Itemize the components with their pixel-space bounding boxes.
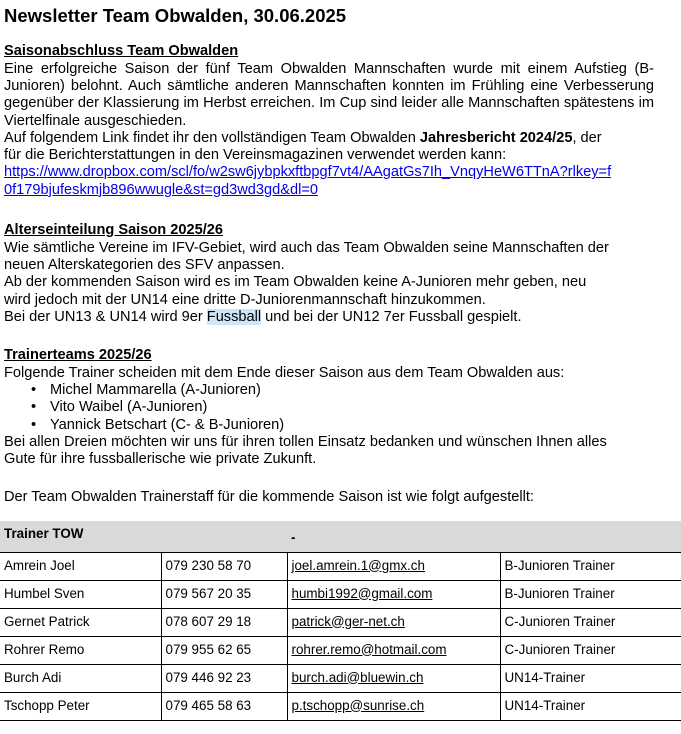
intro-text-after: , der (572, 130, 602, 146)
trainer-email[interactable]: patrick@ger-net.ch (291, 613, 405, 629)
section-heading-trainerteams: Trainerteams 2025/26 (4, 347, 152, 363)
trainer-name: Amrein Joel (0, 552, 161, 580)
trainer-email[interactable]: joel.amrein.1@gmx.ch (291, 557, 425, 573)
departing-trainers-list (4, 382, 654, 434)
trainer-role: C-Junioren Trainer (500, 608, 681, 636)
line5-before: Bei der UN13 & UN14 wird 9er (4, 308, 207, 325)
trainer-role: UN14-Trainer (500, 664, 681, 692)
alterseinteilung-line4: wird jedoch mit der UN14 eine dritte D-Juniorenmannschaft hinzukommen. (4, 291, 486, 308)
section-heading-alterseinteilung: Alterseinteilung Saison 2025/26 (4, 222, 223, 238)
line5-after: und bei der UN12 7er Fussball gespielt. (261, 308, 522, 325)
trainer-phone: 079 446 92 23 (161, 664, 287, 692)
highlighted-word[interactable]: Fussball (206, 308, 262, 325)
alterseinteilung-text (4, 240, 654, 326)
trainer-role: B-Junioren Trainer (500, 580, 681, 608)
trainer-phone: 079 230 58 70 (161, 552, 287, 580)
trainer-name: Burch Adi (0, 664, 161, 692)
trainer-phone: 079 567 20 35 (161, 580, 287, 608)
dropbox-link-line2[interactable]: 0f179bjufeskmjb896wwugle&st=gd3wd3gd&dl=0 (4, 181, 318, 198)
saisonabschluss-text: Eine erfolgreiche Saison der fünf Team Obwalden Mannschaften wurde mit einem Aufstieg (B-Junioren) belohnt. Auch sämtliche anderen Mannschaften konnten im Frühling eine Verbesserung gegenüber der Klassierung im Herbst erreichen. Im Cup sind leider alle Mannschaften spätestens im Viertelfinale ausgeschieden. (4, 61, 654, 129)
table-row (0, 664, 681, 692)
list-item: • Vito Waibel (A-Junioren) (4, 399, 654, 416)
trainer-role: B-Junioren Trainer (500, 552, 681, 580)
table-row (0, 608, 681, 636)
table-row (0, 552, 681, 580)
intro-text-before: Auf folgendem Link findet ihr den vollständigen Team Obwalden (4, 130, 420, 146)
jahresbericht-intro (4, 130, 654, 199)
trainer-table (0, 521, 681, 721)
trainerstaff-intro: Der Team Obwalden Trainerstaff für die kommende Saison ist wie folgt aufgestellt: (4, 489, 534, 505)
trainerteams-text (4, 365, 654, 468)
list-item: • Michel Mammarella (A-Junioren) (4, 382, 654, 399)
table-header-row (0, 521, 681, 552)
alterseinteilung-line5 (4, 309, 654, 326)
dropbox-link-line1[interactable]: https://www.dropbox.com/scl/fo/w2sw6jybpkxftbpgf7vt4/AAgatGs7Ih_VnqyHeW6TTnA?rlkey=f (4, 164, 612, 181)
trainer-email[interactable]: p.tschopp@sunrise.ch (291, 697, 425, 713)
jahresbericht-intro-line2: für die Berichterstattungen in den Vereinsmagazinen verwendet werden kann: (4, 147, 507, 164)
alterseinteilung-line3: Ab der kommenden Saison wird es im Team Obwalden keine A-Junioren mehr geben, neu (4, 274, 587, 291)
trainer-email[interactable]: rohrer.remo@hotmail.com (291, 641, 447, 657)
jahresbericht-bold: Jahresbericht 2024/25 (419, 130, 573, 146)
trainer-name: Rohrer Remo (0, 636, 161, 664)
trainer-name: Gernet Patrick (0, 608, 161, 636)
table-row (0, 580, 681, 608)
alterseinteilung-line1: Wie sämtliche Vereine im IFV-Gebiet, wird auch das Team Obwalden seine Mannschaften der (4, 240, 609, 256)
table-row (0, 636, 681, 664)
trainer-phone: 079 955 62 65 (161, 636, 287, 664)
trainer-email[interactable]: burch.adi@bluewin.ch (291, 669, 424, 685)
trainer-phone: 079 465 58 63 (161, 692, 287, 720)
newsletter-title: Newsletter Team Obwalden, 30.06.2025 (4, 5, 347, 26)
table-row (0, 692, 681, 720)
section-heading-saisonabschluss: Saisonabschluss Team Obwalden (4, 43, 239, 59)
trainer-name: Humbel Sven (0, 580, 161, 608)
trainer-phone: 078 607 29 18 (161, 608, 287, 636)
list-item: • Yannick Betschart (C- & B-Junioren) (4, 417, 654, 434)
thanks-line1: Bei allen Dreien möchten wir uns für ihren tollen Einsatz bedanken und wünschen Ihnen alles (4, 433, 607, 450)
table-header-title: Trainer TOW (0, 521, 287, 552)
trainer-name: Tschopp Peter (0, 692, 161, 720)
trainer-role: UN14-Trainer (500, 692, 681, 720)
alterseinteilung-line2: neuen Alterskategorien des SFV anpassen. (4, 257, 285, 274)
table-header-mark: - (287, 521, 681, 552)
thanks-line2: Gute für ihre fussballerische wie private Zukunft. (4, 451, 317, 468)
jahresbericht-intro-line1 (4, 130, 654, 147)
trainerteams-intro: Folgende Trainer scheiden mit dem Ende dieser Saison aus dem Team Obwalden aus: (4, 365, 565, 381)
trainer-role: C-Junioren Trainer (500, 636, 681, 664)
trainer-email[interactable]: humbi1992@gmail.com (291, 585, 433, 601)
